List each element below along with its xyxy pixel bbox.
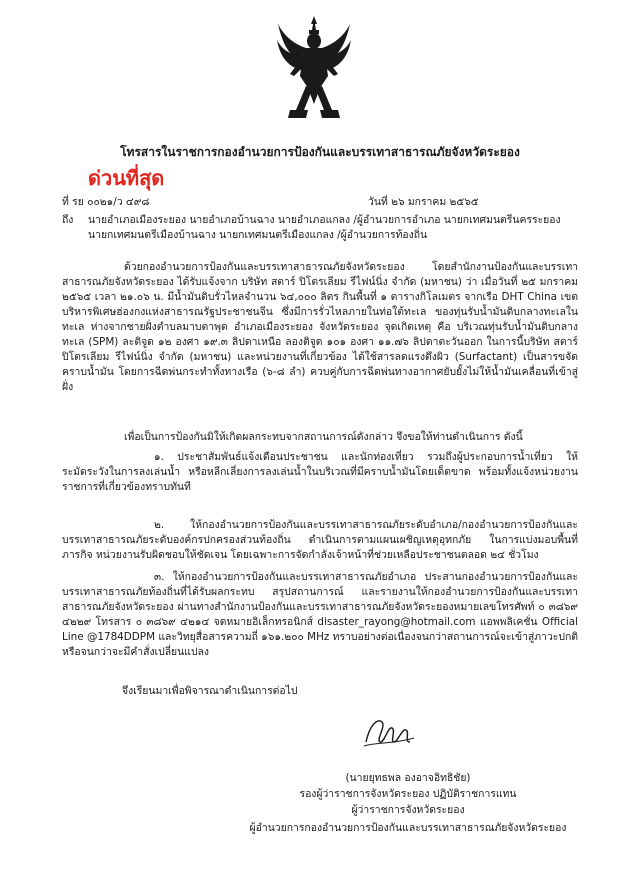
action-item-3-text: ๓. ให้กองอำนวยการป้องกันและบรรเทาสาธารณภัยอำเภอ ประสานกองอำนวยการป้องกันและบรรเทาสาธารณภัยท้องถิ่นที่ได้รับผลกระทบ สรุปสถานการณ์ และรายงานให้กองอำนวยการป้องกันและบรรเทาสาธารณภัยจังหวัดระยอง ผ่านทางสำนักงานป้องกันและบรรเทาสาธารณภัยจังหวัดระยองหมายเลขโทรศัพท์ ๐ ๓๘๖๙ ๔๒๒๙ โทรสาร ๐ ๓๘๖๙ ๔๒๑๔ จดหมายอิเล็กทรอนิกส์ disaster_rayong@hotmail.com แอพพลิเคชั่น Official Line @1784DDPM และวิทยุสื่อสารความถี่ ๑๖๑.๒๐๐ MHz ทราบอย่างต่อเนื่องจนกว่าสถานการณ์จะเข้าสู่ภาวะปกติ หรือจนกว่าจะมีคำสั่งเปลี่ยนแปลง <box>62 571 578 658</box>
body-paragraph-2-text: เพื่อเป็นการป้องกันมิให้เกิดผลกระทบจากสถานการณ์ดังกล่าว จึงขอให้ท่านดำเนินการ ดังนี้ <box>124 431 523 443</box>
recipient-list: นายอำเภอเมืองระยอง นายอำเภอบ้านฉาง นายอำเภอแกลง /ผู้อำนวยการอำเภอ นายกเทศมนตรีนครระยอง นายกเทศมนตรีเมืองบ้านฉาง นายกเทศมนตรีเมืองแกลง /ผู้อำนวยการท้องถิ่น <box>88 214 561 241</box>
garuda-emblem-icon <box>276 14 352 124</box>
signatory-position-2: ผู้ว่าราชการจังหวัดระยอง <box>351 804 465 816</box>
document-title: โทรสารในราชการกองอำนวยการป้องกันและบรรเทาสาธารณภัยจังหวัดระยอง <box>120 145 520 159</box>
action-item-1 <box>62 450 578 495</box>
urgency-stamp: ด่วนที่สุด <box>88 166 165 190</box>
document-number: ที่ รย ๐๐๒๑/ว ๔๙๘ <box>62 196 150 208</box>
closing-line: จึงเรียนมาเพื่อพิจารณาดำเนินการต่อไป <box>122 685 298 697</box>
body-paragraph-2 <box>62 430 578 445</box>
action-item-1-text: ๑. ประชาสัมพันธ์แจ้งเตือนประชาชน และนักท่องเที่ยว รวมถึงผู้ประกอบการน้ำเที่ยว ให้ระมัดระวังในการลงเล่นน้ำ หรือหลีกเลี่ยงการลงเล่นน้ำในบริเวณที่มีคราบน้ำมันโดยเด็ดขาด พร้อมทั้งแจ้งหน่วยงานราชการที่เกี่ยวข้องทราบทันที <box>62 451 578 493</box>
action-item-3 <box>62 570 578 660</box>
recipient-label: ถึง <box>62 214 74 226</box>
action-item-2 <box>62 518 578 563</box>
action-item-2-text: ๒. ให้กองอำนวยการป้องกันและบรรเทาสาธารณภัยระดับอำเภอ/กองอำนวยการป้องกันและบรรเทาสาธารณภัยระดับองค์กรปกครองส่วนท้องถิ่น ดำเนินการตามแผนเผชิญเหตุอุทกภัย ในการแบ่งมอบพื้นที่ ภารกิจ หน่วยงานรับผิดชอบให้ชัดเจน โดยเฉพาะการจัดกำลังเจ้าหน้าที่ช่วยเหลือประชาชนตลอด ๒๔ ชั่วโมง <box>62 519 578 561</box>
signatory-name: (นายยุทธพล องอาจอิทธิชัย) <box>345 772 471 784</box>
body-paragraph-1-text: ด้วยกองอำนวยการป้องกันและบรรเทาสาธารณภัยจังหวัดระยอง โดยสำนักงานป้องกันและบรรเทาสาธารณภัยจังหวัดระยอง ได้รับแจ้งจาก บริษัท สตาร์ ปิโตรเลียม รีไฟน์นิ่ง จำกัด (มหาชน) ว่า เมื่อวันที่ ๒๕ มกราคม ๒๕๖๕ เวลา ๒๑.๐๖ น. มีน้ำมันดิบรั่วไหลจำนวน ๖๔,๐๐๐ ลิตร กินพื้นที่ ๑ ตารางกิโลเมตร จากเรือ DHT China เขตบริหารพิเศษฮ่องกงแห่งสาธารณรัฐประชาชนจีน ซึ่งมีการรั่วไหลภายในท่อใต้ทะเล ของทุ่นรับน้ำมันดิบกลางทะเลในทะเล ห่างจากชายฝั่งตำบลมาบตาพุด อำเภอเมืองระยอง จังหวัดระยอง จุดเกิดเหตุ คือ บริเวณทุ่นรับน้ำมันดิบกลางทะเล (SPM) ละติจูด ๑๒ องศา ๑๙.๓ ลิปดาเหนือ ลองติจูด ๑๐๑ องศา ๑๑.๗๖ ลิปดาตะวันออก ในการนี้บริษัท สตาร์ ปิโตรเลียม รีไฟน์นิ่ง จำกัด (มหาชน) และหน่วยงานที่เกี่ยวข้อง ได้ใช้สารลดแรงตึงผิว (Surfactant) เป็นสารขจัดคราบน้ำมัน โดยการฉีดพ่นกระทำทั้งทางเรือ (๖-๘ ลำ) ควบคู่กับการฉีดพ่นทางอากาศยับยั้งไม่ให้น้ำมันเคลื่อนที่เข้าสู่ฝั่ง <box>62 261 578 393</box>
signature-block <box>228 770 588 836</box>
document-date: วันที่ ๒๖ มกราคม ๒๕๖๕ <box>368 196 479 208</box>
body-paragraph-1 <box>62 260 578 395</box>
signatory-position-1: รองผู้ว่าราชการจังหวัดระยอง ปฏิบัติราชการแทน <box>299 788 517 800</box>
signatory-position-3: ผู้อำนวยการกองอำนวยการป้องกันและบรรเทาสาธารณภัยจังหวัดระยอง <box>249 822 567 834</box>
handwritten-signature <box>360 712 418 752</box>
